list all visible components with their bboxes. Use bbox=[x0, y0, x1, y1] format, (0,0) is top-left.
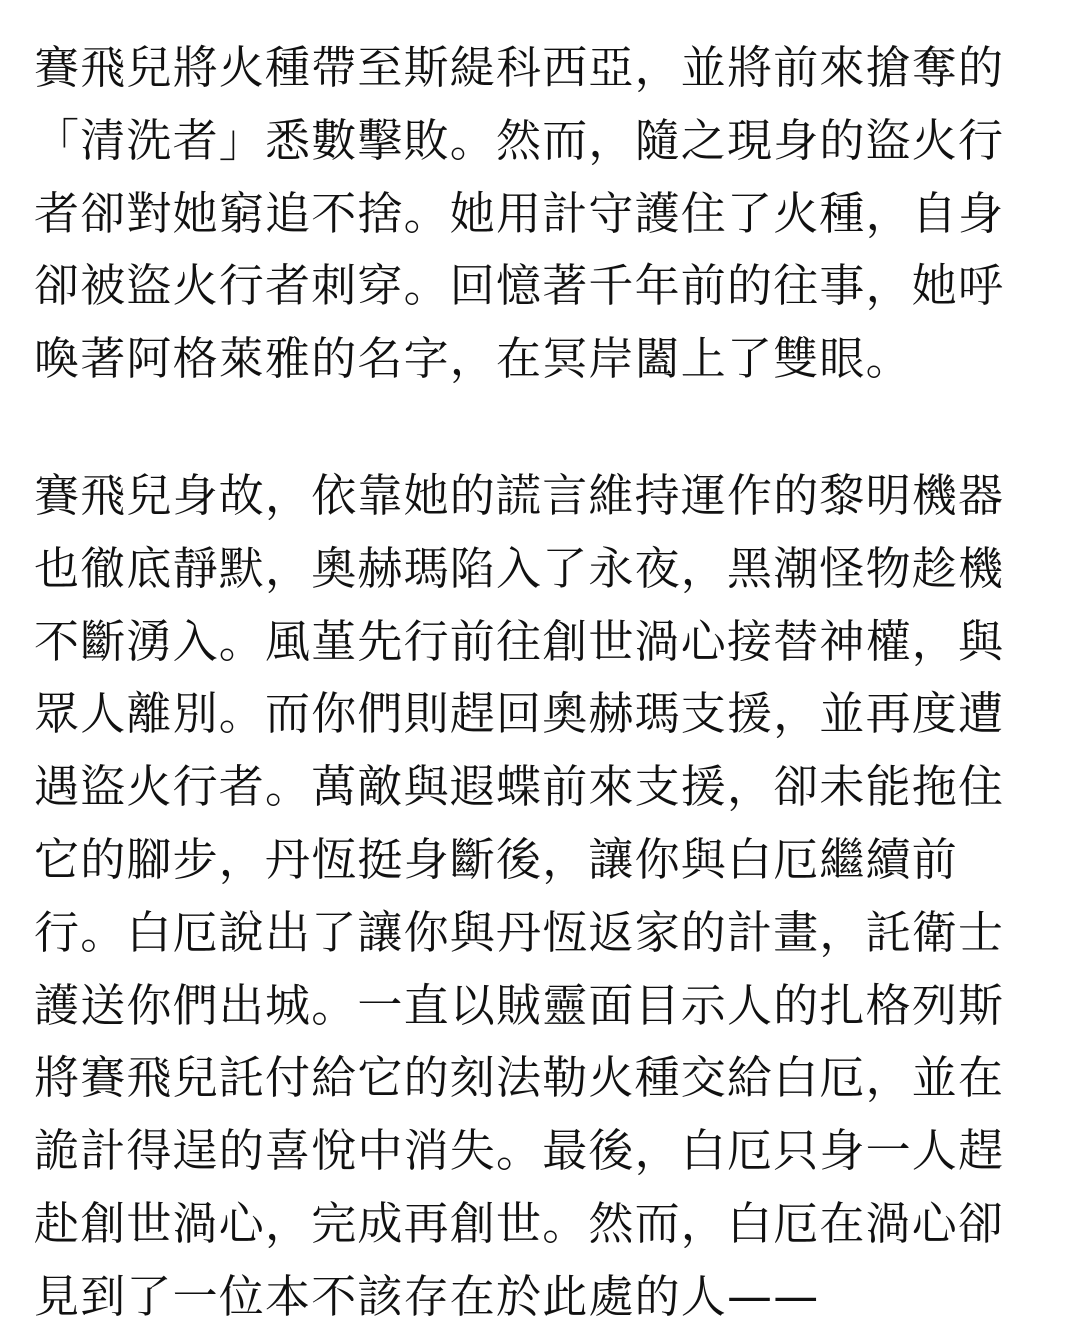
text-line: 詭計得逞的喜悅中消失。最後，白厄只身一人趕 bbox=[34, 1124, 1005, 1178]
text-line: 行。白厄說出了讓你與丹恆返家的計畫，託衛士 bbox=[34, 905, 1005, 959]
text-line: 護送你們出城。一直以賊靈面目示人的扎格列斯 bbox=[34, 978, 1005, 1032]
text-line: 也徹底靜默，奧赫瑪陷入了永夜，黑潮怪物趁機 bbox=[34, 541, 1005, 595]
text-line: 卻被盜火行者刺穿。回憶著千年前的往事，她呼 bbox=[34, 259, 1005, 313]
article-body bbox=[34, 32, 1044, 1334]
text-line: 賽飛兒將火種帶至斯緹科西亞，並將前來搶奪的 bbox=[34, 41, 1005, 94]
text-line: 見到了一位本不該存在於此處的人—— bbox=[34, 1269, 820, 1323]
text-line: 喚著阿格萊雅的名字，在冥岸闔上了雙眼。 bbox=[34, 332, 912, 386]
text-line: 它的腳步，丹恆挺身斷後，讓你與白厄繼續前 bbox=[34, 832, 959, 886]
text-line: 將賽飛兒託付給它的刻法勒火種交給白厄，並在 bbox=[34, 1051, 1005, 1105]
text-line: 不斷湧入。風堇先行前往創世渦心接替神權，與 bbox=[34, 614, 1005, 668]
text-line: 賽飛兒身故，依靠她的謊言維持運作的黎明機器 bbox=[34, 468, 1005, 522]
text-line: 遇盜火行者。萬敵與遐蝶前來支援，卻未能拖住 bbox=[34, 760, 1005, 814]
paragraph-2 bbox=[34, 460, 1044, 1334]
text-line: 眾人離別。而你們則趕回奧赫瑪支援，並再度遭 bbox=[34, 687, 1005, 741]
paragraph-1 bbox=[34, 32, 1044, 396]
text-line: 赴創世渦心，完成再創世。然而，白厄在渦心卻 bbox=[34, 1196, 1005, 1250]
text-line: 者卻對她窮追不捨。她用計守護住了火種，自身 bbox=[34, 186, 1005, 240]
text-line: 「清洗者」悉數擊敗。然而，隨之現身的盜火行 bbox=[34, 113, 1005, 167]
